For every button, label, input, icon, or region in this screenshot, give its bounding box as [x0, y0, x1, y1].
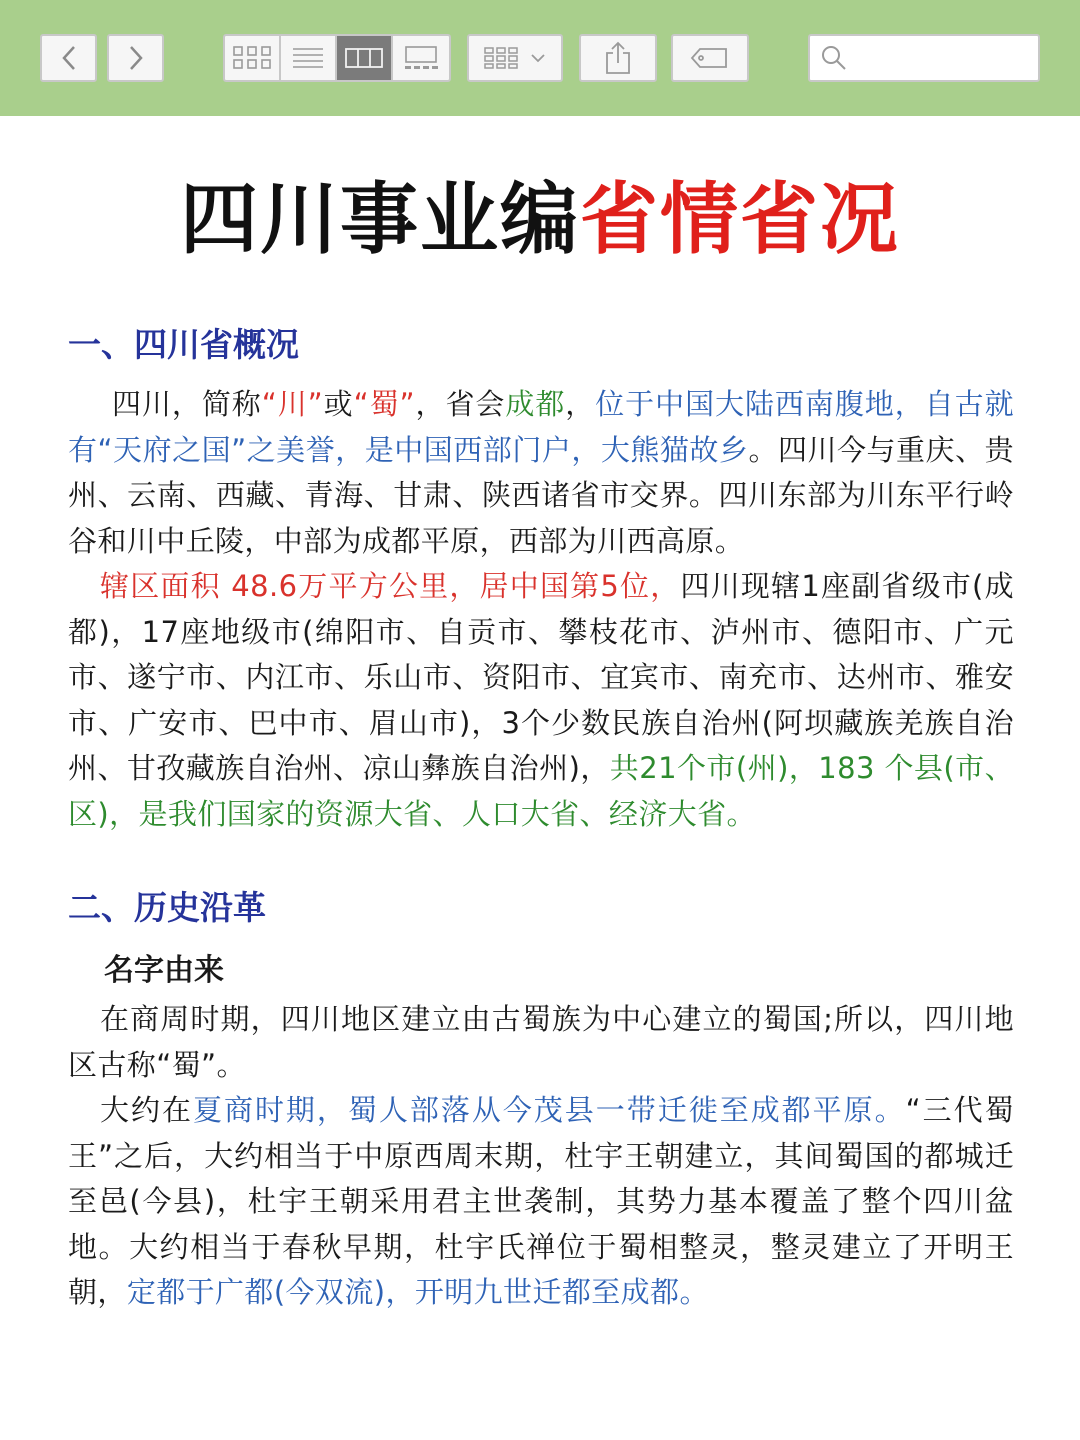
- share-icon: [603, 41, 633, 75]
- text-run: 四川，简称: [112, 387, 262, 421]
- history-paragraph-2: [68, 1088, 1014, 1316]
- list-view-icon: [291, 46, 325, 70]
- document-body: [68, 316, 1014, 1316]
- toolbar: [0, 0, 1080, 116]
- text-run: 四川现辖1座副省级市(成都)，17座地级市(绵阳市、自贡市、攀枝花市、泸州市、德阳市、广元市、遂宁市、内江市、乐山市、资阳市、宜宾市、南充市、达州市、雅安市、广安市、巴中市、眉山市)，3个少数民族自治州(阿坝藏族羌族自治州、甘孜藏族自治州、凉山彝族自治州)，: [68, 569, 1014, 785]
- text-run-green: 共21个市(州)，183 个县(市、区)，是我们国家的资源大省、人口大省、经济大省。: [68, 751, 1014, 831]
- grid-view-icon: [232, 45, 272, 71]
- chevron-left-icon: [59, 44, 79, 72]
- tag-icon: [690, 46, 730, 70]
- column-view-button[interactable]: [337, 36, 393, 80]
- search-input[interactable]: [856, 46, 1036, 70]
- page-title: [0, 172, 1080, 268]
- text-run: ，省会: [414, 387, 506, 421]
- history-paragraph-1: 在商周时期，四川地区建立由古蜀族为中心建立的蜀国;所以，四川地区古称“蜀”。: [68, 1002, 1014, 1082]
- chevron-right-icon: [126, 44, 146, 72]
- gallery-view-icon: [401, 45, 441, 71]
- title-black-part: 四川事业编: [179, 175, 580, 265]
- text-run: “三代蜀王”之后，大约相当于中原西周末期，杜宇王朝建立，其间蜀国的都城迁至邑(今县)，杜宇王朝采用君主世袭制，其势力基本覆盖了整个四川盆地。大约相当于春秋早期，杜宇氏禅位于蜀相整灵，整灵建立了开明王朝，: [68, 1093, 1015, 1309]
- search-field[interactable]: [808, 34, 1040, 82]
- forward-button[interactable]: [107, 34, 164, 82]
- search-icon: [820, 44, 848, 72]
- text-run-green: 成都: [505, 387, 566, 421]
- list-view-button[interactable]: [281, 36, 337, 80]
- text-run-red: 辖区面积 48.6万平方公里，居中国第5位，: [100, 569, 681, 603]
- arrange-grid-icon: [483, 46, 523, 70]
- text-run-red: “蜀”: [353, 387, 415, 421]
- grid-view-button[interactable]: [225, 36, 281, 80]
- column-view-icon: [344, 46, 384, 70]
- text-run: ，: [565, 387, 596, 421]
- text-run-blue: 夏商时期，蜀人部落从今茂县一带迁徙至成都平原。: [192, 1093, 906, 1127]
- arrange-button[interactable]: [467, 34, 563, 82]
- subheading-name-origin: 名字由来: [104, 953, 224, 988]
- title-red-part: 省情省况: [580, 175, 901, 265]
- overview-paragraph-1: [68, 382, 1014, 564]
- text-run-blue: 定都于广都(今双流)，开明九世迁都至成都。: [126, 1275, 709, 1309]
- tag-button[interactable]: [671, 34, 749, 82]
- section-heading-history: 二、历史沿革: [68, 888, 266, 927]
- overview-paragraph-2: [68, 564, 1014, 837]
- text-run-red: “川”: [261, 387, 324, 421]
- chevron-down-icon: [529, 51, 547, 65]
- gallery-view-button[interactable]: [393, 36, 449, 80]
- text-run: 大约在: [100, 1093, 193, 1127]
- back-button[interactable]: [40, 34, 97, 82]
- section-heading-overview: 一、四川省概况: [68, 325, 299, 364]
- text-run: 或: [323, 387, 354, 421]
- view-mode-group: [223, 34, 451, 82]
- text-run-blue: 位于中国大陆西南腹地，自古就有“天府之国”之美誉，是中国西部门户，大熊猫故乡: [68, 387, 1014, 467]
- share-button[interactable]: [579, 34, 657, 82]
- text-run: 。四川今与重庆、贵州、云南、西藏、青海、甘肃、陕西诸省市交界。四川东部为川东平行岭谷和川中丘陵，中部为成都平原，西部为川西高原。: [68, 432, 1014, 558]
